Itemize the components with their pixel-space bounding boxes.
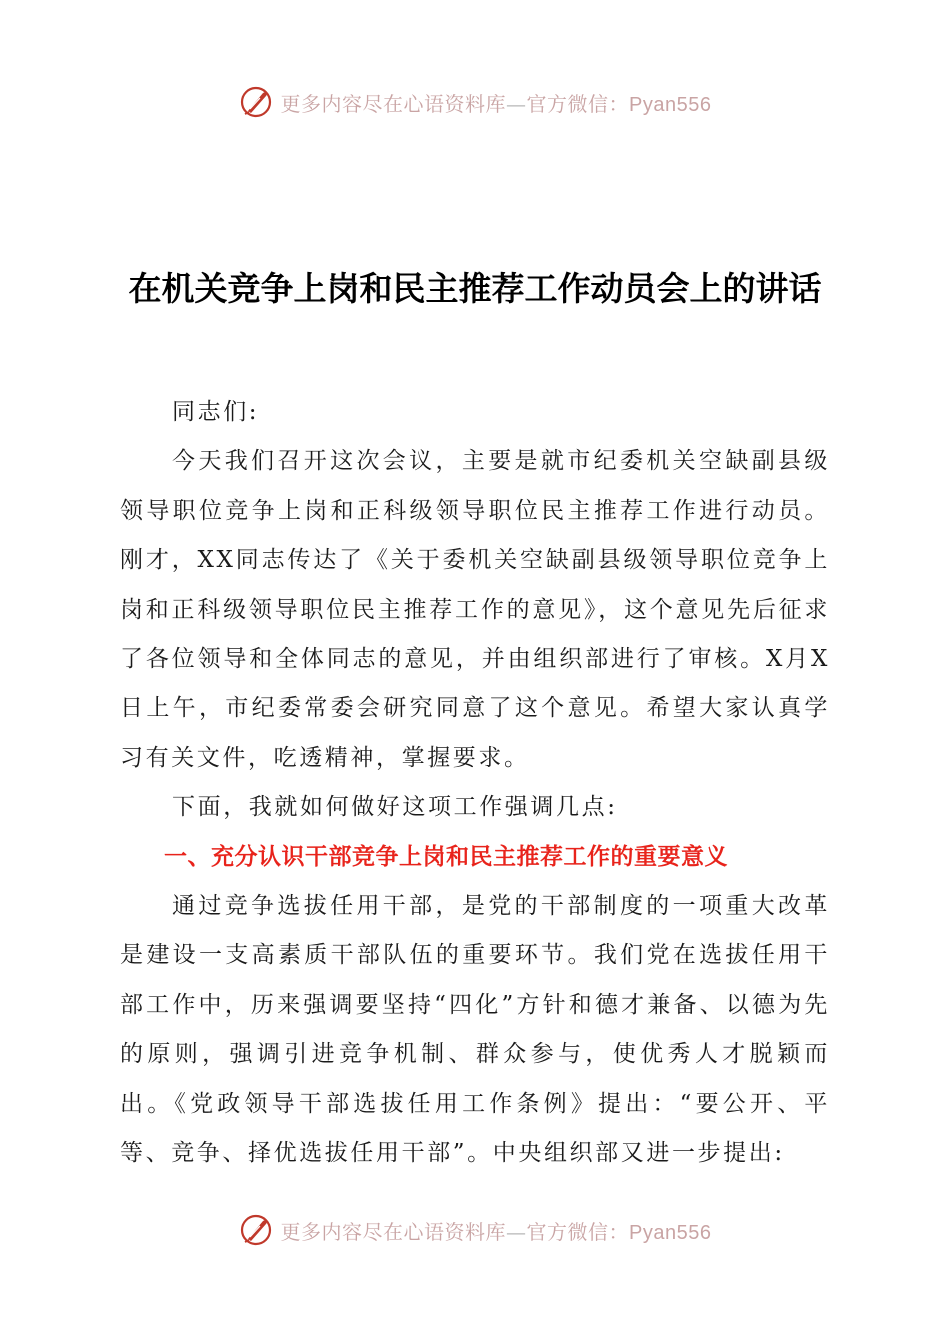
watermark-separator: —	[506, 1219, 527, 1244]
watermark-official-label: 官方微信：	[526, 91, 630, 116]
paragraph-transition: 下面，我就如何做好这项工作强调几点:	[172, 794, 618, 821]
watermark-main-text: 更多内容尽在心语资料库	[280, 91, 507, 116]
watermark-wechat-id: Pyan556	[629, 1221, 712, 1244]
header-watermark	[0, 82, 950, 122]
watermark-wechat-id: Pyan556	[629, 93, 712, 116]
section-heading: 一、充分认识干部竞争上岗和民主推荐工作的重要意义	[164, 843, 728, 870]
document-body	[120, 388, 830, 1179]
watermark-main-text: 更多内容尽在心语资料库	[280, 1219, 507, 1244]
watermark-official-label: 官方微信：	[526, 1219, 630, 1244]
footer-watermark	[0, 1210, 950, 1250]
salutation: 同志们:	[172, 399, 260, 425]
section-paragraph: 通过竞争选拔任用干部，是党的干部制度的一项重大改革是建设一支高素质干部队伍的重要环节。我们党在选拔任用干部工作中，历来强调要坚持“四化”方针和德才兼备、以德为先的原则，强调引进竞争机制、群众参与，使优秀人才脱颖而出。《党政领导干部选拔任用工作条例》提出：“要公开、平等、竞争、择优选拔任用干部”。中央组织部又进一步提出:	[120, 893, 830, 1167]
document-title: 在机关竞争上岗和民主推荐工作动员会上的讲话	[128, 269, 822, 308]
quill-logo-icon	[239, 1213, 273, 1247]
watermark-separator: —	[506, 91, 527, 116]
paragraph-intro: 今天我们召开这次会议，主要是就市纪委机关空缺副县级领导职位竞争上岗和正科级领导职位民主推荐工作进行动员。刚才，XX同志传达了《关于委机关空缺副县级领导职位竞争上岗和正科级领导职位民主推荐工作的意见》，这个意见先后征求了各位领导和全体同志的意见，并由组织部进行了审核。X月X日上午，市纪委常委会研究同意了这个意见。希望大家认真学习有关文件，吃透精神，掌握要求。	[120, 448, 830, 771]
quill-logo-icon	[239, 85, 273, 119]
